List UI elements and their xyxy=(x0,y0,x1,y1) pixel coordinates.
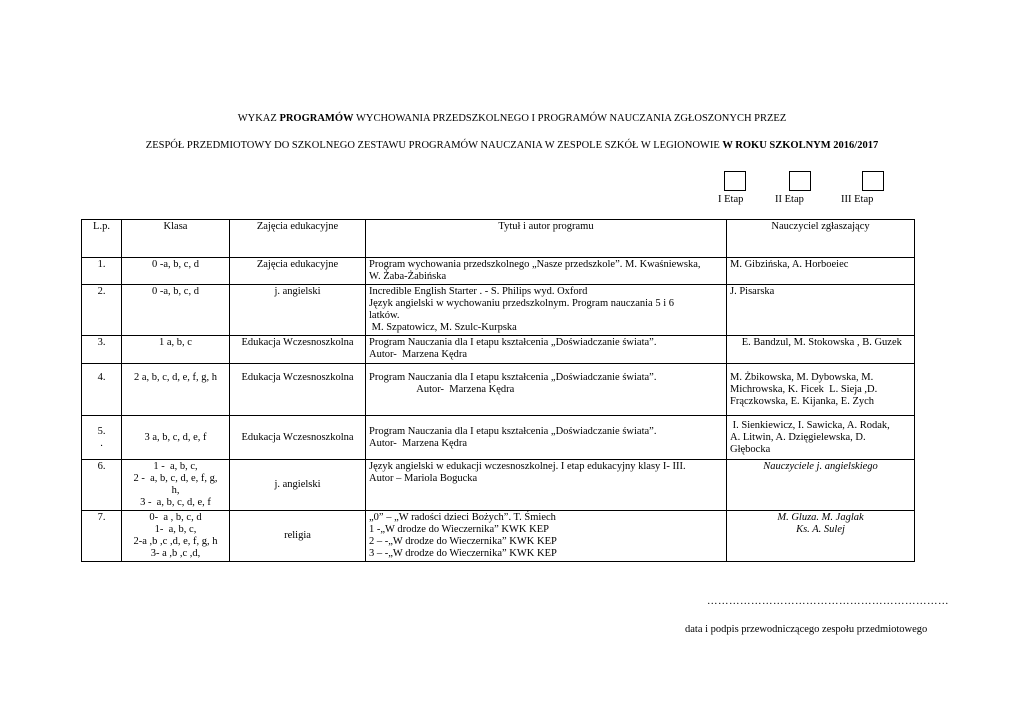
klasa-line: 1 a, b, c xyxy=(159,337,192,348)
lp-line: 5. xyxy=(97,425,106,437)
etap-2-label: II Etap xyxy=(775,194,804,205)
table-row xyxy=(82,511,915,562)
cell-program xyxy=(366,258,727,285)
signature-dots: ………………………………………………………… xyxy=(707,596,949,607)
table-row xyxy=(82,258,915,285)
etap-2-checkbox[interactable] xyxy=(789,171,811,191)
cell-lp xyxy=(82,460,122,511)
program-line: Autor- Marzena Kędra xyxy=(369,384,515,395)
cell-zajecia: Edukacja Wczesnoszkolna xyxy=(230,364,366,416)
cell-lp xyxy=(82,511,122,562)
cell-zajecia: j. angielski xyxy=(230,460,366,511)
klasa-line: 3- a ,b ,c ,d, xyxy=(150,548,201,559)
program-line: 3 – -„W drodze do Wieczernika” KWK KEP xyxy=(369,548,557,559)
program-line: 2 – -„W drodze do Wieczernika” KWK KEP xyxy=(369,536,557,547)
header-nauczyciel: Nauczyciel zgłaszający xyxy=(727,220,915,258)
table-row xyxy=(82,336,915,364)
header-klasa: Klasa xyxy=(122,220,230,258)
cell-nauczyciel xyxy=(727,336,915,364)
cell-nauczyciel xyxy=(727,258,915,285)
table-row xyxy=(82,285,915,336)
klasa-line: 1- a, b, c, xyxy=(154,524,197,535)
cell-lp xyxy=(82,416,122,460)
program-line: Program Nauczania dla I etapu kształcenia „Doświadczanie świata”. xyxy=(369,372,657,383)
etap-3-checkbox[interactable] xyxy=(862,171,884,191)
etap-3-label: III Etap xyxy=(841,194,874,205)
nauczyciel-line: Ks. A. Sulej xyxy=(796,524,845,535)
cell-lp xyxy=(82,258,122,285)
cell-nauczyciel xyxy=(727,511,915,562)
cell-program xyxy=(366,364,727,416)
lp-line: 3. xyxy=(97,337,106,348)
program-line: Autor- Marzena Kędra xyxy=(369,437,468,449)
cell-zajecia: Zajęcia edukacyjne xyxy=(230,258,366,285)
header-program: Tytuł i autor programu xyxy=(366,220,727,258)
cell-lp xyxy=(82,364,122,416)
program-line: M. Szpatowicz, M. Szulc-Kurpska xyxy=(369,322,517,333)
klasa-line: 0 -a, b, c, d xyxy=(152,259,199,270)
nauczyciel-line: Frączkowska, E. Kijanka, E. Zych xyxy=(730,396,875,407)
klasa-line: 2-a ,b ,c ,d, e, f, g, h xyxy=(133,536,218,547)
lp-line: 2. xyxy=(97,286,106,297)
signature-label: data i podpis przewodniczącego zespołu przedmiotowego xyxy=(685,624,928,635)
table-header-row xyxy=(82,220,915,258)
table-row xyxy=(82,416,915,460)
cell-zajecia: j. angielski xyxy=(230,285,366,336)
nauczyciel-line: E. Bandzul, M. Stokowska , B. Guzek xyxy=(739,337,902,348)
etap-1-checkbox[interactable] xyxy=(724,171,746,191)
lp-line: 4. xyxy=(97,372,106,383)
cell-lp xyxy=(82,336,122,364)
klasa-line: 3 - a, b, c, d, e, f xyxy=(140,497,211,508)
etap-1-label: I Etap xyxy=(718,194,744,205)
cell-program xyxy=(366,285,727,336)
nauczyciel-line: M. Żbikowska, M. Dybowska, M. xyxy=(730,372,874,383)
nauczyciel-line: M. Gluza. M. Jaglak xyxy=(777,512,864,523)
lp-line: 7. xyxy=(97,512,106,523)
nauczyciel-line: I. Sienkiewicz, I. Sawicka, A. Rodak, xyxy=(730,419,890,431)
table-row xyxy=(82,460,915,511)
cell-zajecia: Edukacja Wczesnoszkolna xyxy=(230,416,366,460)
program-line: Język angielski w edukacji wczesnoszkolnej. I etap edukacyjny klasy I- III. xyxy=(369,461,686,472)
program-line: Program Nauczania dla I etapu kształcenia „Doświadczanie świata”. xyxy=(369,337,657,348)
programs-table xyxy=(81,219,915,562)
cell-program xyxy=(366,416,727,460)
cell-klasa xyxy=(122,460,230,511)
cell-klasa xyxy=(122,285,230,336)
klasa-line: 0 -a, b, c, d xyxy=(152,286,199,297)
title-line-2: ZESPÓŁ PRZEDMIOTOWY DO SZKOLNEGO ZESTAWU PROGRAMÓW NAUCZANIA W ZESPOLE SZKÓŁ W LEGIONOWIE W ROKU SZKOLNYM 2016/2017 xyxy=(145,140,879,151)
cell-program xyxy=(366,336,727,364)
program-line: Program wychowania przedszkolnego „Nasze przedszkole”. M. Kwaśniewska, xyxy=(369,259,701,270)
nauczyciel-line: A. Litwin, A. Dzięgielewska, D. xyxy=(730,431,866,443)
klasa-line: 2 a, b, c, d, e, f, g, h xyxy=(133,372,218,383)
cell-zajecia: Edukacja Wczesnoszkolna xyxy=(230,336,366,364)
klasa-line: 0- a , b, c, d xyxy=(149,512,202,523)
nauczyciel-line: M. Gibzińska, A. Horboeiec xyxy=(730,259,849,270)
program-line: Program Nauczania dla I etapu kształcenia „Doświadczanie świata”. xyxy=(369,425,657,437)
program-line: 1 -„W drodze do Wieczernika” KWK KEP xyxy=(369,524,549,535)
klasa-line: 1 - a, b, c, xyxy=(153,461,198,472)
lp-line: 1. xyxy=(97,259,106,270)
program-line: W. Żaba-Żabińska xyxy=(369,271,447,282)
nauczyciel-line: J. Pisarska xyxy=(730,286,775,297)
cell-nauczyciel xyxy=(727,416,915,460)
header-zajecia: Zajęcia edukacyjne xyxy=(230,220,366,258)
cell-klasa xyxy=(122,336,230,364)
cell-klasa xyxy=(122,511,230,562)
cell-lp xyxy=(82,285,122,336)
cell-klasa xyxy=(122,364,230,416)
program-line: Autor- Marzena Kędra xyxy=(369,349,468,360)
header-lp: L.p. xyxy=(82,220,122,258)
title-line-1: WYKAZ PROGRAMÓW WYCHOWANIA PRZEDSZKOLNEGO I PROGRAMÓW NAUCZANIA ZGŁOSZONYCH PRZEZ xyxy=(237,113,787,124)
cell-klasa xyxy=(122,258,230,285)
cell-nauczyciel xyxy=(727,364,915,416)
lp-line: . xyxy=(100,437,103,449)
cell-program xyxy=(366,511,727,562)
klasa-line: 2 - a, b, c, d, e, f, g, xyxy=(133,473,218,484)
nauczyciel-line: Nauczyciele j. angielskiego xyxy=(763,461,878,472)
program-line: „0” – „W radości dzieci Bożych”. T. Śmiech xyxy=(369,512,556,523)
program-line: Incredible English Starter . - S. Philips wyd. Oxford xyxy=(369,286,588,297)
cell-nauczyciel xyxy=(727,460,915,511)
lp-line: 6. xyxy=(97,461,106,472)
cell-klasa xyxy=(122,416,230,460)
nauczyciel-line: Michrowska, K. Ficek L. Sieja ,D. xyxy=(730,384,878,395)
klasa-line: h, xyxy=(171,485,180,496)
klasa-line: 3 a, b, c, d, e, f xyxy=(144,431,207,443)
program-line: Język angielski w wychowaniu przedszkolnym. Program nauczania 5 i 6 xyxy=(369,298,674,309)
program-line: Autor – Mariola Bogucka xyxy=(369,473,478,484)
cell-nauczyciel xyxy=(727,285,915,336)
nauczyciel-line: Głębocka xyxy=(730,443,771,455)
program-line: latków. xyxy=(369,310,400,321)
cell-program xyxy=(366,460,727,511)
cell-zajecia: religia xyxy=(230,511,366,562)
table-row xyxy=(82,364,915,416)
